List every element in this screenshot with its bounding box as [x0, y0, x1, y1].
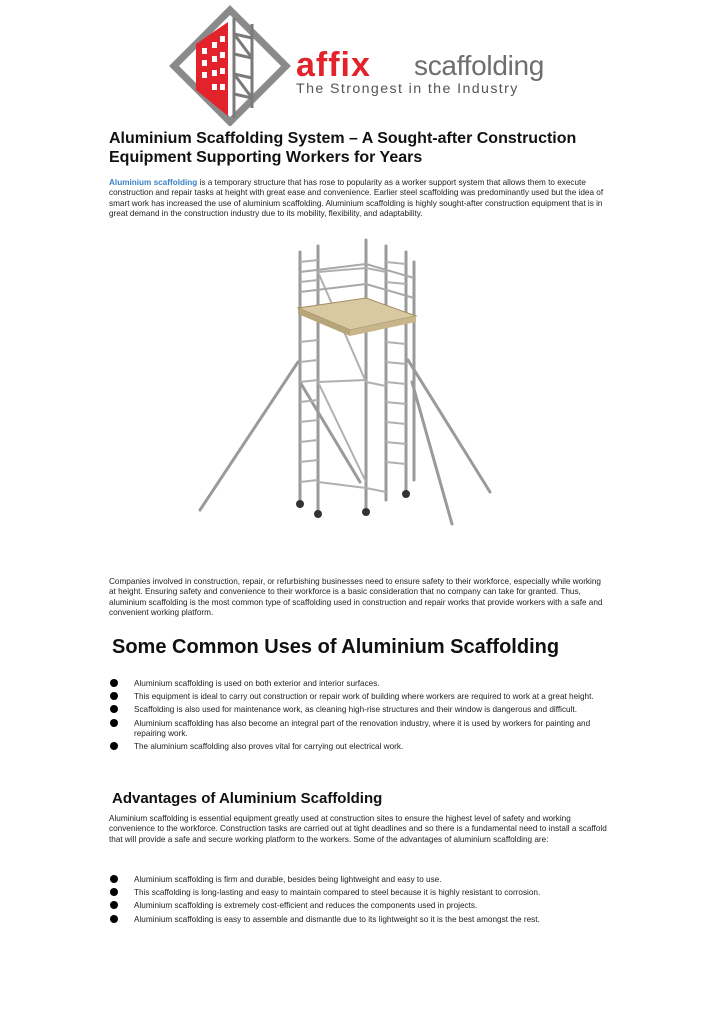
list-item: This equipment is ideal to carry out construction or repair work of building where workers are required to work at a great height.	[110, 692, 610, 702]
intro-paragraph	[109, 178, 609, 220]
list-item: Aluminium scaffolding is used on both exterior and interior surfaces.	[110, 679, 610, 689]
advantages-heading: Advantages of Aluminium Scaffolding	[112, 790, 383, 807]
list-item: Aluminium scaffolding is easy to assemble and dismantle due to its lightweight so it is the best amongst the rest.	[110, 915, 610, 925]
list-item: Scaffolding is also used for maintenance work, as cleaning high-rise structures and their window is dangerous and difficult.	[110, 705, 610, 715]
bullet-icon	[110, 692, 118, 700]
bullet-icon	[110, 875, 118, 883]
list-item: The aluminium scaffolding also proves vital for carrying out electrical work.	[110, 742, 610, 752]
list-item: This scaffolding is long-lasting and easy to maintain compared to steel because it is highly resistant to corrosion.	[110, 888, 610, 898]
bullet-icon	[110, 915, 118, 923]
bullet-icon	[110, 742, 118, 750]
bullet-icon	[110, 705, 118, 713]
brand-name-secondary: scaffolding	[414, 50, 545, 81]
list-item: Aluminium scaffolding has also become an integral part of the renovation industry, where it is used by workers for painting and repairing work.	[110, 719, 610, 740]
intro-text: is a temporary structure that has rose to popularity as a worker support system that allows them to execute construction and repair tasks at height with great ease and convenience. Earlier steel scaffolding was predominantly used but the idea of smart work has increased the use of aluminium scaffolding. Aluminium scaffolding is highly sought-after construction equipment that is in great demand in the construction industry due to its mobility, flexibility, and adaptability.	[109, 178, 604, 219]
advantages-paragraph: Aluminium scaffolding is essential equipment greatly used at construction sites to ensure the highest level of safety and working convenience to the workforce. Construction tasks are carried out at tight deadlines and so there is a fundamental need to install a scaffold that will provide a safe and secure working platform to the workers. Some of the advantages of aluminium scaffolding are:	[109, 814, 607, 844]
companies-paragraph: Companies involved in construction, repair, or refurbishing businesses need to ensure safety to their workforce, especially while working at height. Ensuring safety and convenience to their workforce is a basic consideration that no company can take for granted. Thus, aluminium scaffolding is the most common type of scaffolding used in construction and repair works that provide workers with a safe and convenient working platform.	[109, 577, 603, 618]
company-logo	[168, 4, 548, 126]
aluminium-scaffolding-link[interactable]: Aluminium scaffolding	[109, 178, 198, 187]
scaffold-tower-image	[190, 232, 500, 552]
bullet-icon	[110, 679, 118, 687]
brand-name-primary: affix	[296, 46, 371, 84]
bullet-icon	[110, 719, 118, 727]
list-item: Aluminium scaffolding is firm and durable, besides being lightweight and easy to use.	[110, 875, 610, 885]
brand-tagline: The Strongest in the Industry	[296, 81, 519, 97]
brand-wordmark	[296, 48, 546, 108]
article-title: Aluminium Scaffolding System – A Sought-after Construction Equipment Supporting Workers for Years	[109, 130, 577, 166]
logo-building-icon	[168, 4, 292, 126]
list-item: Aluminium scaffolding is extremely cost-efficient and reduces the components used in projects.	[110, 901, 610, 911]
uses-heading: Some Common Uses of Aluminium Scaffolding	[112, 636, 560, 658]
advantages-list	[110, 875, 610, 928]
uses-list	[110, 679, 610, 755]
bullet-icon	[110, 888, 118, 896]
bullet-icon	[110, 901, 118, 909]
